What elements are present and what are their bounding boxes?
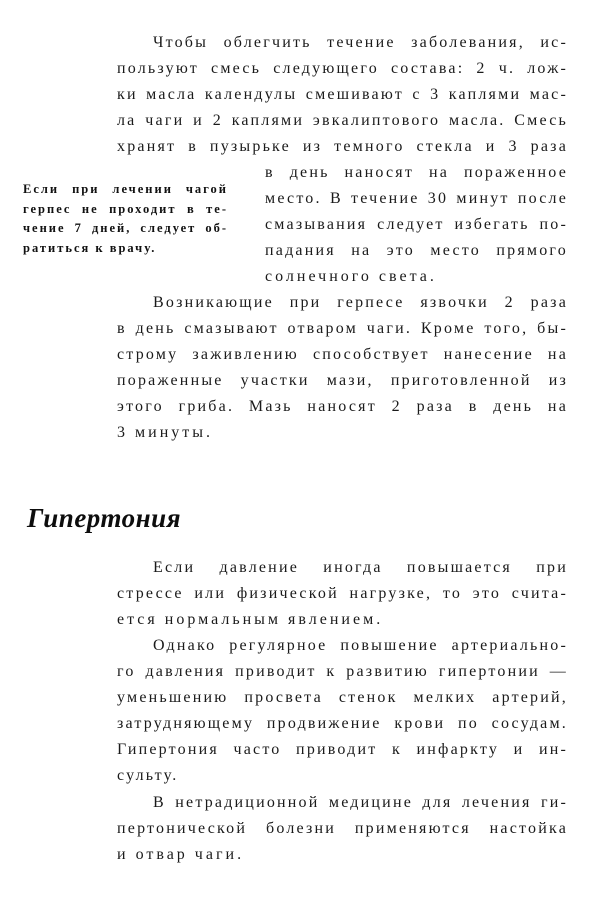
text-line: Однако регулярное повышение артериально- bbox=[153, 637, 568, 654]
text-line: пертонической болезни применяются настойка bbox=[117, 820, 568, 837]
text-line: Возникающие при герпесе язвочки 2 раза bbox=[153, 294, 568, 311]
sidebar-note-line: Если при лечении чагой bbox=[23, 182, 228, 196]
text-line: солнечного света. bbox=[265, 268, 437, 285]
sidebar-note-line: чение 7 дней, следует об- bbox=[23, 221, 228, 235]
text-line: смазывания следует избегать по- bbox=[265, 216, 568, 233]
sidebar-note-line: ратиться к врачу. bbox=[23, 240, 157, 255]
text-line: место. В течение 30 минут после bbox=[265, 190, 568, 207]
text-line: Чтобы облегчить течение заболевания, ис- bbox=[153, 34, 568, 51]
text-line: пользуют смесь следующего состава: 2 ч. лож- bbox=[117, 60, 568, 77]
text-line: затрудняющему продвижение крови по сосудам. bbox=[117, 715, 568, 732]
sidebar-note-line: герпес не проходит в те- bbox=[23, 201, 228, 216]
text-line: пораженные участки мази, приготовленной из bbox=[117, 372, 568, 389]
sidebar-note bbox=[23, 180, 228, 258]
text-line: уменьшению просвета стенок мелких артерий, bbox=[117, 689, 568, 706]
text-line: стрессе или физической нагрузке, то это счита- bbox=[117, 585, 568, 602]
text-line: 3 минуты. bbox=[117, 424, 213, 441]
text-line: падания на это место прямого bbox=[265, 242, 568, 259]
text-line: хранят в пузырьке из темного стекла и 3 раза bbox=[117, 138, 568, 155]
text-line: в день наносят на пораженное bbox=[265, 164, 568, 181]
text-line: и отвар чаги. bbox=[117, 846, 245, 863]
text-line: Гипертония часто приводит к инфаркту и ин- bbox=[117, 741, 568, 758]
section-heading: Гипертония bbox=[27, 503, 182, 533]
text-line: в день смазывают отваром чаги. Кроме того, бы- bbox=[117, 320, 568, 337]
text-line: строму заживлению способствует нанесение на bbox=[117, 346, 568, 363]
text-line: ла чаги и 2 каплями эвкалиптового масла. Смесь bbox=[117, 112, 568, 129]
text-line: го давления приводит к развитию гипертонии — bbox=[117, 663, 568, 680]
text-line: сульту. bbox=[117, 767, 179, 784]
text-line: ется нормальным явлением. bbox=[117, 611, 384, 628]
text-line: Если давление иногда повышается при bbox=[153, 559, 568, 576]
text-line: этого гриба. Мазь наносят 2 раза в день на bbox=[117, 398, 568, 415]
text-line: ки масла календулы смешивают с 3 каплями мас- bbox=[117, 86, 568, 103]
text-line: В нетрадиционной медицине для лечения ги- bbox=[153, 794, 568, 811]
